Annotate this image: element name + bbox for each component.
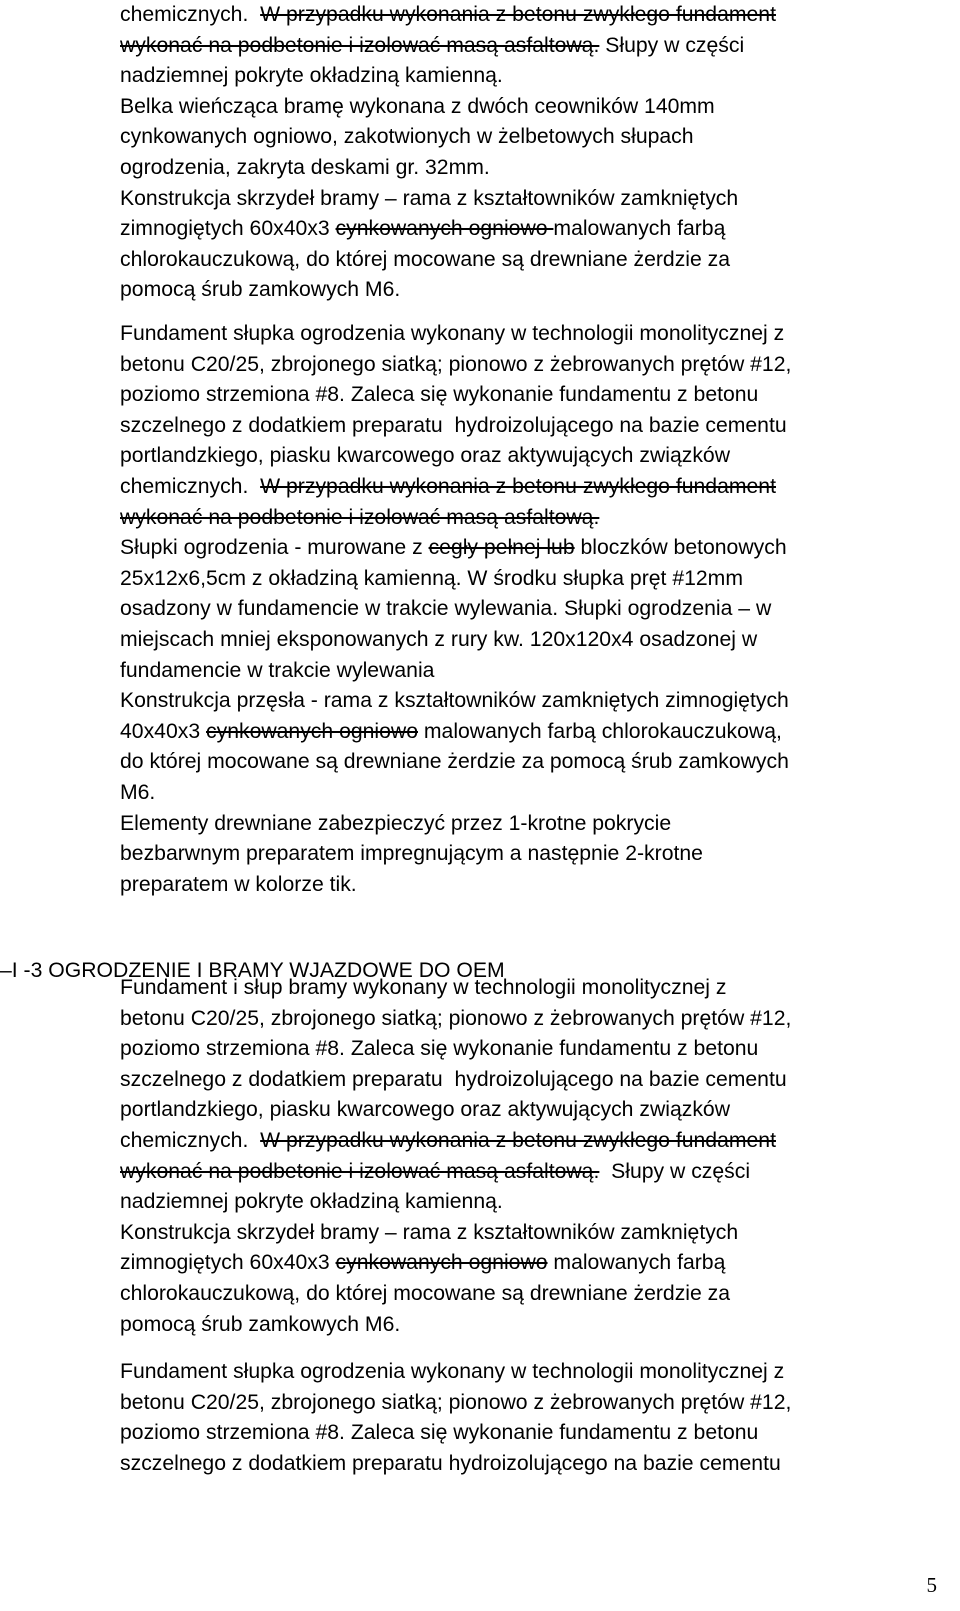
text-line <box>120 973 726 1003</box>
text-line <box>120 350 791 380</box>
text-run: 25x12x6,5cm z okładziną kamienną. W środku słupka pręt #12mm <box>120 566 743 590</box>
text-run: Konstrukcja skrzydeł bramy – rama z kształtowników zamkniętych <box>120 186 739 210</box>
text-line <box>120 870 357 900</box>
text-run: ogrodzenia, zakryta deskami gr. 32mm. <box>120 156 490 179</box>
text-run: bezbarwnym preparatem impregnującym a następnie 2-krotne <box>120 842 703 866</box>
text-run: preparatem w kolorze tik. <box>120 872 357 896</box>
text-run: cynkowanych ogniowo, zakotwionych w żelbetowych słupach <box>120 125 694 149</box>
text-line <box>120 717 782 747</box>
text-run: do której mocowane są drewniane żerdzie za pomocą śrub zamkowych <box>120 750 789 774</box>
text-line <box>120 1126 776 1156</box>
text-line <box>120 92 715 122</box>
text-line <box>120 503 599 533</box>
text-line <box>120 809 671 839</box>
struck-text: wykonać na podbetonie i izolować masą asfaltową. <box>120 505 600 529</box>
struck-text: W przypadku wykonania z betonu zwykłego fundament <box>260 3 776 26</box>
text-run: zimnogiętych 60x40x3 <box>120 217 336 241</box>
text-line <box>120 533 787 563</box>
text-run: poziomo strzemiona #8. Zaleca się wykonanie fundamentu z betonu <box>120 383 759 407</box>
text-line <box>120 625 757 655</box>
text-run: szczelnego z dodatkiem preparatu hydroizolującego na bazie cementu <box>120 1451 781 1475</box>
text-run: pomocą śrub zamkowych M6. <box>120 278 401 302</box>
page-number: 5 <box>926 1573 937 1597</box>
text-run: Konstrukcja skrzydeł bramy – rama z kształtowników zamkniętych <box>120 1220 739 1244</box>
text-line <box>120 778 155 808</box>
text-run: nadziemnej pokryte okładziną kamienną. <box>120 64 503 88</box>
text-run: chlorokauczukową, do której mocowane są drewniane żerdzie za <box>120 1282 731 1305</box>
text-run: chemicznych. <box>120 475 261 498</box>
text-line <box>120 1004 791 1034</box>
struck-text: W przypadku wykonania z betonu zwykłego fundament <box>260 475 776 498</box>
text-line <box>120 153 490 183</box>
text-line <box>120 1157 750 1187</box>
text-run: Fundament i słup bramy wykonany w technologii monolitycznej z <box>120 976 727 999</box>
text-line <box>120 411 787 441</box>
text-line <box>120 472 776 502</box>
text-run: nadziemnej pokryte okładziną kamienną. <box>120 1190 503 1214</box>
text-run: M6. <box>120 781 156 804</box>
text-line <box>120 214 725 244</box>
text-line <box>120 441 730 471</box>
struck-text: W przypadku wykonania z betonu zwykłego fundament <box>260 1129 776 1152</box>
text-line <box>120 319 784 349</box>
text-line <box>120 1065 787 1095</box>
text-run: chemicznych. <box>120 3 261 26</box>
text-run: Słupki ogrodzenia - murowane z <box>120 536 429 560</box>
text-run: Słupy w części <box>599 33 745 57</box>
struck-text: cegły pełnej lub <box>428 536 575 560</box>
text-run: pomocą śrub zamkowych M6. <box>120 1312 401 1336</box>
text-run: chemicznych. <box>120 1129 261 1152</box>
text-run: Konstrukcja przęsła - rama z kształtowników zamkniętych zimnogiętych <box>120 689 789 713</box>
text-line <box>120 1418 758 1448</box>
struck-text: cynkowanych ogniowo <box>206 719 418 743</box>
text-line <box>120 1388 791 1418</box>
text-line <box>120 0 776 30</box>
text-line <box>120 564 743 594</box>
text-run: betonu C20/25, zbrojonego siatką; pionowo z żebrowanych prętów #12, <box>120 1390 792 1414</box>
text-run: betonu C20/25, zbrojonego siatką; pionowo z żebrowanych prętów #12, <box>120 1006 792 1030</box>
text-line <box>120 839 703 869</box>
text-line <box>120 594 771 624</box>
text-line <box>120 1357 784 1387</box>
text-run: szczelnego z dodatkiem preparatu hydroizolującego na bazie cementu <box>120 1067 787 1091</box>
text-line <box>120 1248 725 1278</box>
text-run: bloczków betonowych <box>574 536 787 560</box>
text-run: miejscach mniej eksponowanych z rury kw. 120x120x4 osadzonej w <box>120 628 758 651</box>
struck-text: wykonać na podbetonie i izolować masą asfaltową. <box>120 33 600 57</box>
text-line <box>120 122 694 152</box>
text-run: 40x40x3 <box>120 719 206 743</box>
text-line <box>120 245 730 275</box>
text-run: malowanych farbą <box>553 217 726 241</box>
text-run: Elementy drewniane zabezpieczyć przez 1-krotne pokrycie <box>120 811 672 835</box>
text-run: malowanych farbą chlorokauczukową, <box>418 719 782 743</box>
text-run: malowanych farbą <box>547 1251 726 1275</box>
text-line <box>120 61 503 91</box>
struck-text: wykonać na podbetonie i izolować masą asfaltową. <box>120 1159 600 1183</box>
text-run: portlandzkiego, piasku kwarcowego oraz aktywujących związków <box>120 444 731 468</box>
struck-text: cynkowanych ogniowo <box>335 1251 548 1275</box>
text-line <box>120 184 738 214</box>
text-line <box>120 1310 400 1340</box>
text-run: zimnogiętych 60x40x3 <box>120 1251 336 1275</box>
text-line <box>120 1034 758 1064</box>
text-run: portlandzkiego, piasku kwarcowego oraz aktywujących związków <box>120 1098 731 1122</box>
text-line <box>120 1279 730 1309</box>
text-line <box>120 1218 738 1248</box>
text-run: fundamencie w trakcie wylewania <box>120 658 435 682</box>
text-run: betonu C20/25, zbrojonego siatką; pionowo z żebrowanych prętów #12, <box>120 352 792 376</box>
text-run: Fundament słupka ogrodzenia wykonany w technologii monolitycznej z <box>120 1360 785 1383</box>
struck-text: cynkowanych ogniowo <box>335 217 554 241</box>
text-line <box>120 1187 503 1217</box>
text-run: Belka wieńcząca bramę wykonana z dwóch ceowników 140mm <box>120 94 715 118</box>
text-run: osadzony w fundamencie w trakcie wylewania. Słupki ogrodzenia – w <box>120 597 772 621</box>
text-run: Słupy w części <box>599 1159 751 1183</box>
text-run: chlorokauczukową, do której mocowane są drewniane żerdzie za <box>120 247 731 271</box>
text-line <box>120 747 789 777</box>
text-line <box>120 31 744 61</box>
text-run: szczelnego z dodatkiem preparatu hydroizolującego na bazie cementu <box>120 413 787 437</box>
text-line <box>120 1449 781 1479</box>
text-line <box>120 1095 730 1125</box>
text-line <box>120 686 789 716</box>
text-run: Fundament słupka ogrodzenia wykonany w technologii monolitycznej z <box>120 322 785 345</box>
section-heading: –I -3 OGRODZENIE I BRAMY WJAZDOWE DO OEM <box>0 959 505 982</box>
text-line <box>120 656 434 686</box>
text-line <box>120 380 758 410</box>
text-line <box>120 275 400 305</box>
text-run: poziomo strzemiona #8. Zaleca się wykonanie fundamentu z betonu <box>120 1421 759 1445</box>
text-run: poziomo strzemiona #8. Zaleca się wykonanie fundamentu z betonu <box>120 1037 759 1061</box>
